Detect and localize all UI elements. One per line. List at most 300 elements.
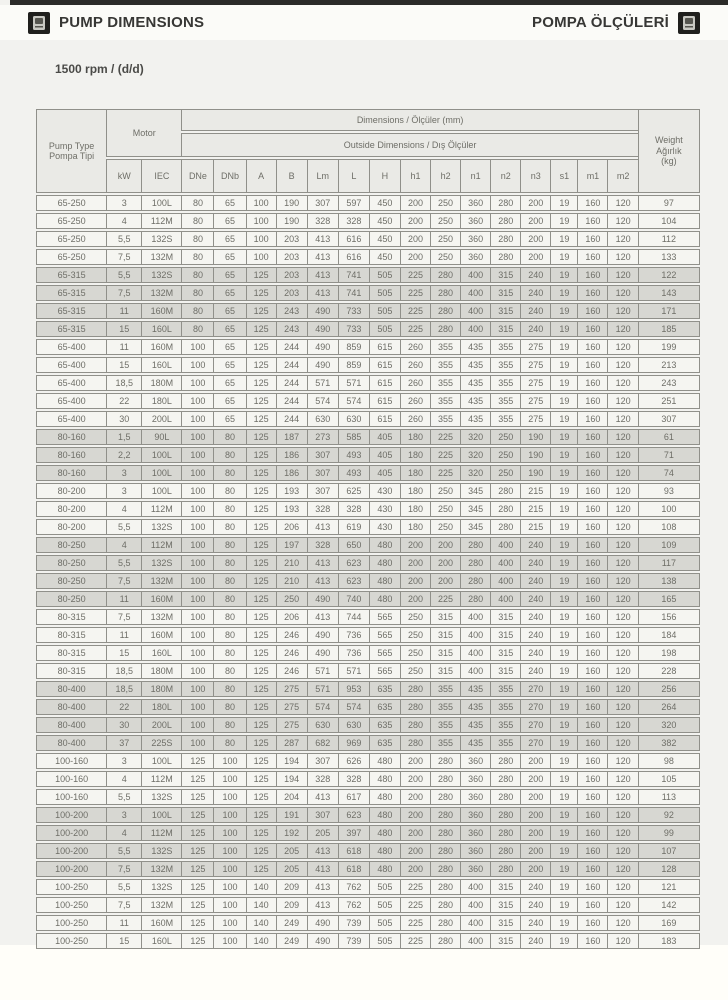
- pump-type-cell: 65-400: [36, 375, 106, 391]
- value-cell: 132S: [141, 231, 181, 247]
- value-cell: 132S: [141, 555, 181, 571]
- value-cell: 616: [338, 249, 369, 265]
- value-cell: 505: [369, 267, 400, 283]
- value-cell: 193: [276, 501, 307, 517]
- value-cell: 400: [460, 267, 490, 283]
- value-cell: 93: [638, 483, 700, 499]
- value-cell: 505: [369, 915, 400, 931]
- value-cell: 200: [520, 249, 550, 265]
- value-cell: 19: [550, 357, 577, 373]
- value-cell: 100: [213, 771, 245, 787]
- col-header-a: A: [246, 159, 276, 193]
- value-cell: 80: [213, 699, 245, 715]
- table-row: [36, 357, 700, 373]
- value-cell: 19: [550, 537, 577, 553]
- value-cell: 125: [246, 591, 276, 607]
- value-cell: 65: [213, 249, 245, 265]
- value-cell: 505: [369, 897, 400, 913]
- value-cell: 315: [490, 267, 520, 283]
- value-cell: 240: [520, 267, 550, 283]
- value-cell: 480: [369, 807, 400, 823]
- col-header-motor: Motor: [106, 109, 181, 157]
- value-cell: 80: [181, 231, 213, 247]
- value-cell: 225: [430, 429, 460, 445]
- value-cell: 19: [550, 879, 577, 895]
- value-cell: 315: [490, 303, 520, 319]
- value-cell: 140: [246, 879, 276, 895]
- value-cell: 7,5: [106, 249, 141, 265]
- value-cell: 125: [246, 537, 276, 553]
- value-cell: 280: [490, 501, 520, 517]
- value-cell: 160: [577, 465, 607, 481]
- value-cell: 125: [246, 429, 276, 445]
- table-row: [36, 609, 700, 625]
- value-cell: 125: [246, 771, 276, 787]
- value-cell: 125: [246, 681, 276, 697]
- value-cell: 22: [106, 699, 141, 715]
- value-cell: 315: [490, 933, 520, 949]
- col-header-kw: kW: [106, 159, 141, 193]
- value-cell: 120: [607, 681, 637, 697]
- value-cell: 280: [430, 789, 460, 805]
- value-cell: 65: [213, 357, 245, 373]
- value-cell: 160M: [141, 303, 181, 319]
- value-cell: 571: [307, 681, 338, 697]
- value-cell: 19: [550, 771, 577, 787]
- value-cell: 315: [490, 285, 520, 301]
- col-header-dnb: DNb: [213, 159, 245, 193]
- value-cell: 287: [276, 735, 307, 751]
- value-cell: 80: [181, 195, 213, 211]
- value-cell: 100: [181, 501, 213, 517]
- value-cell: 120: [607, 249, 637, 265]
- value-cell: 125: [246, 573, 276, 589]
- value-cell: 435: [460, 717, 490, 733]
- value-cell: 355: [490, 411, 520, 427]
- table-row: [36, 195, 700, 211]
- value-cell: 112M: [141, 771, 181, 787]
- value-cell: 280: [460, 573, 490, 589]
- value-cell: 280: [490, 807, 520, 823]
- value-cell: 360: [460, 789, 490, 805]
- pump-type-cell: 65-400: [36, 357, 106, 373]
- value-cell: 100: [213, 915, 245, 931]
- value-cell: 120: [607, 537, 637, 553]
- col-header-b: B: [276, 159, 307, 193]
- value-cell: 99: [638, 825, 700, 841]
- value-cell: 4: [106, 537, 141, 553]
- value-cell: 200: [400, 231, 430, 247]
- value-cell: 80: [213, 447, 245, 463]
- value-cell: 250: [400, 663, 430, 679]
- value-cell: 203: [276, 285, 307, 301]
- value-cell: 19: [550, 591, 577, 607]
- value-cell: 100: [181, 627, 213, 643]
- value-cell: 100L: [141, 807, 181, 823]
- value-cell: 280: [430, 861, 460, 877]
- value-cell: 280: [460, 537, 490, 553]
- pump-type-cell: 80-315: [36, 663, 106, 679]
- value-cell: 11: [106, 627, 141, 643]
- value-cell: 180L: [141, 699, 181, 715]
- table-row: [36, 753, 700, 769]
- value-cell: 160: [577, 357, 607, 373]
- value-cell: 307: [638, 411, 700, 427]
- table-row: [36, 591, 700, 607]
- value-cell: 100: [181, 339, 213, 355]
- value-cell: 205: [307, 825, 338, 841]
- value-cell: 19: [550, 915, 577, 931]
- pump-type-cell: 100-200: [36, 807, 106, 823]
- value-cell: 859: [338, 357, 369, 373]
- value-cell: 413: [307, 843, 338, 859]
- value-cell: 210: [276, 573, 307, 589]
- value-cell: 100: [246, 231, 276, 247]
- value-cell: 307: [307, 807, 338, 823]
- pump-type-cell: 100-160: [36, 771, 106, 787]
- table-row: [36, 771, 700, 787]
- value-cell: 125: [246, 303, 276, 319]
- value-cell: 125: [246, 411, 276, 427]
- value-cell: 19: [550, 249, 577, 265]
- value-cell: 345: [460, 501, 490, 517]
- pump-type-cell: 100-200: [36, 861, 106, 877]
- pump-type-cell: 80-160: [36, 429, 106, 445]
- value-cell: 65: [213, 411, 245, 427]
- value-cell: 120: [607, 861, 637, 877]
- value-cell: 400: [460, 321, 490, 337]
- value-cell: 125: [246, 753, 276, 769]
- value-cell: 493: [338, 447, 369, 463]
- value-cell: 413: [307, 231, 338, 247]
- value-cell: 120: [607, 411, 637, 427]
- value-cell: 125: [246, 321, 276, 337]
- value-cell: 125: [246, 843, 276, 859]
- value-cell: 125: [246, 609, 276, 625]
- value-cell: 200: [400, 195, 430, 211]
- value-cell: 240: [520, 609, 550, 625]
- value-cell: 225: [400, 933, 430, 949]
- value-cell: 744: [338, 609, 369, 625]
- value-cell: 280: [490, 825, 520, 841]
- pump-type-cell: 80-315: [36, 609, 106, 625]
- value-cell: 19: [550, 627, 577, 643]
- value-cell: 65: [213, 303, 245, 319]
- value-cell: 623: [338, 573, 369, 589]
- value-cell: 19: [550, 411, 577, 427]
- value-cell: 160M: [141, 591, 181, 607]
- value-cell: 250: [490, 465, 520, 481]
- value-cell: 200: [400, 249, 430, 265]
- value-cell: 280: [460, 555, 490, 571]
- col-header-s1: s1: [550, 159, 577, 193]
- value-cell: 65: [213, 267, 245, 283]
- table-body: [36, 195, 700, 949]
- pump-type-cell: 100-250: [36, 933, 106, 949]
- value-cell: 156: [638, 609, 700, 625]
- value-cell: 490: [307, 591, 338, 607]
- pump-type-cell: 80-400: [36, 735, 106, 751]
- value-cell: 120: [607, 879, 637, 895]
- value-cell: 19: [550, 447, 577, 463]
- value-cell: 244: [276, 339, 307, 355]
- value-cell: 200: [520, 195, 550, 211]
- value-cell: 490: [307, 339, 338, 355]
- value-cell: 100: [246, 213, 276, 229]
- value-cell: 125: [246, 465, 276, 481]
- value-cell: 160: [577, 573, 607, 589]
- value-cell: 125: [246, 861, 276, 877]
- value-cell: 120: [607, 231, 637, 247]
- value-cell: 400: [490, 591, 520, 607]
- value-cell: 80: [213, 519, 245, 535]
- table-row: [36, 321, 700, 337]
- value-cell: 250: [430, 501, 460, 517]
- value-cell: 132M: [141, 249, 181, 265]
- value-cell: 100: [181, 717, 213, 733]
- value-cell: 480: [369, 537, 400, 553]
- value-cell: 505: [369, 879, 400, 895]
- col-header-dne: DNe: [181, 159, 213, 193]
- value-cell: 160: [577, 501, 607, 517]
- value-cell: 355: [430, 393, 460, 409]
- value-cell: 225: [400, 915, 430, 931]
- value-cell: 132S: [141, 843, 181, 859]
- value-cell: 120: [607, 519, 637, 535]
- value-cell: 260: [400, 411, 430, 427]
- value-cell: 108: [638, 519, 700, 535]
- value-cell: 92: [638, 807, 700, 823]
- value-cell: 120: [607, 285, 637, 301]
- value-cell: 328: [307, 537, 338, 553]
- value-cell: 160M: [141, 339, 181, 355]
- value-cell: 969: [338, 735, 369, 751]
- value-cell: 160: [577, 915, 607, 931]
- value-cell: 250: [430, 249, 460, 265]
- value-cell: 213: [638, 357, 700, 373]
- value-cell: 435: [460, 375, 490, 391]
- value-cell: 132S: [141, 519, 181, 535]
- value-cell: 19: [550, 681, 577, 697]
- value-cell: 200: [400, 555, 430, 571]
- value-cell: 736: [338, 645, 369, 661]
- pump-type-cell: 100-200: [36, 843, 106, 859]
- value-cell: 19: [550, 645, 577, 661]
- value-cell: 19: [550, 699, 577, 715]
- value-cell: 190: [520, 447, 550, 463]
- table-row: [36, 429, 700, 445]
- value-cell: 132M: [141, 861, 181, 877]
- value-cell: 3: [106, 753, 141, 769]
- value-cell: 125: [246, 627, 276, 643]
- value-cell: 413: [307, 249, 338, 265]
- value-cell: 243: [276, 321, 307, 337]
- table-row: [36, 375, 700, 391]
- value-cell: 435: [460, 411, 490, 427]
- value-cell: 120: [607, 627, 637, 643]
- value-cell: 80: [181, 303, 213, 319]
- value-cell: 120: [607, 447, 637, 463]
- value-cell: 190: [276, 195, 307, 211]
- value-cell: 183: [638, 933, 700, 949]
- value-cell: 210: [276, 555, 307, 571]
- value-cell: 19: [550, 393, 577, 409]
- value-cell: 120: [607, 663, 637, 679]
- value-cell: 200: [520, 753, 550, 769]
- value-cell: 11: [106, 915, 141, 931]
- value-cell: 225: [430, 447, 460, 463]
- value-cell: 125: [246, 375, 276, 391]
- value-cell: 160: [577, 429, 607, 445]
- pump-type-cell: 100-250: [36, 879, 106, 895]
- value-cell: 355: [490, 357, 520, 373]
- value-cell: 100: [181, 519, 213, 535]
- value-cell: 125: [246, 285, 276, 301]
- value-cell: 315: [490, 879, 520, 895]
- value-cell: 80: [213, 483, 245, 499]
- value-cell: 100L: [141, 195, 181, 211]
- value-cell: 100: [246, 249, 276, 265]
- value-cell: 382: [638, 735, 700, 751]
- value-cell: 142: [638, 897, 700, 913]
- table-row: [36, 411, 700, 427]
- value-cell: 100: [213, 897, 245, 913]
- value-cell: 307: [307, 483, 338, 499]
- value-cell: 160: [577, 807, 607, 823]
- value-cell: 280: [430, 825, 460, 841]
- value-cell: 19: [550, 663, 577, 679]
- value-cell: 120: [607, 843, 637, 859]
- value-cell: 280: [400, 717, 430, 733]
- value-cell: 19: [550, 861, 577, 877]
- value-cell: 160: [577, 483, 607, 499]
- value-cell: 250: [430, 195, 460, 211]
- value-cell: 65: [213, 321, 245, 337]
- page-title-tr: POMPA ÖLÇÜLERİ: [532, 14, 669, 31]
- value-cell: 125: [181, 933, 213, 949]
- value-cell: 100: [181, 663, 213, 679]
- value-cell: 100: [181, 555, 213, 571]
- value-cell: 615: [369, 411, 400, 427]
- value-cell: 11: [106, 303, 141, 319]
- value-cell: 280: [490, 249, 520, 265]
- value-cell: 355: [430, 681, 460, 697]
- value-cell: 741: [338, 285, 369, 301]
- value-cell: 280: [430, 753, 460, 769]
- value-cell: 140: [246, 933, 276, 949]
- value-cell: 355: [430, 699, 460, 715]
- value-cell: 19: [550, 807, 577, 823]
- value-cell: 246: [276, 645, 307, 661]
- pump-type-cell: 80-250: [36, 591, 106, 607]
- value-cell: 190: [276, 213, 307, 229]
- pump-type-cell: 65-250: [36, 213, 106, 229]
- value-cell: 140: [246, 915, 276, 931]
- value-cell: 100: [181, 699, 213, 715]
- value-cell: 11: [106, 339, 141, 355]
- value-cell: 200: [400, 213, 430, 229]
- value-cell: 194: [276, 753, 307, 769]
- value-cell: 143: [638, 285, 700, 301]
- value-cell: 405: [369, 429, 400, 445]
- col-header-h1: h1: [400, 159, 430, 193]
- value-cell: 120: [607, 789, 637, 805]
- value-cell: 5,5: [106, 879, 141, 895]
- value-cell: 616: [338, 231, 369, 247]
- value-cell: 450: [369, 249, 400, 265]
- value-cell: 120: [607, 591, 637, 607]
- value-cell: 400: [460, 663, 490, 679]
- value-cell: 490: [307, 321, 338, 337]
- table-row: [36, 807, 700, 823]
- col-header-pump-type: Pump Type Pompa Tipi: [36, 109, 106, 193]
- value-cell: 160: [577, 393, 607, 409]
- value-cell: 215: [520, 519, 550, 535]
- value-cell: 160: [577, 861, 607, 877]
- value-cell: 250: [400, 627, 430, 643]
- value-cell: 405: [369, 447, 400, 463]
- value-cell: 160: [577, 933, 607, 949]
- value-cell: 100: [181, 591, 213, 607]
- value-cell: 565: [369, 663, 400, 679]
- value-cell: 80: [213, 591, 245, 607]
- value-cell: 490: [307, 645, 338, 661]
- value-cell: 360: [460, 861, 490, 877]
- value-cell: 280: [430, 771, 460, 787]
- value-cell: 160: [577, 249, 607, 265]
- value-cell: 360: [460, 771, 490, 787]
- value-cell: 413: [307, 555, 338, 571]
- value-cell: 275: [276, 699, 307, 715]
- value-cell: 615: [369, 339, 400, 355]
- value-cell: 360: [460, 753, 490, 769]
- value-cell: 180: [400, 465, 430, 481]
- value-cell: 19: [550, 303, 577, 319]
- value-cell: 240: [520, 663, 550, 679]
- value-cell: 280: [430, 285, 460, 301]
- pump-type-cell: 65-400: [36, 339, 106, 355]
- value-cell: 200L: [141, 411, 181, 427]
- value-cell: 400: [460, 915, 490, 931]
- value-cell: 273: [307, 429, 338, 445]
- value-cell: 125: [246, 789, 276, 805]
- value-cell: 191: [276, 807, 307, 823]
- value-cell: 125: [181, 789, 213, 805]
- value-cell: 100: [181, 483, 213, 499]
- value-cell: 280: [400, 735, 430, 751]
- value-cell: 138: [638, 573, 700, 589]
- col-header-iec: IEC: [141, 159, 181, 193]
- value-cell: 30: [106, 717, 141, 733]
- table-row: [36, 735, 700, 751]
- value-cell: 120: [607, 807, 637, 823]
- value-cell: 617: [338, 789, 369, 805]
- value-cell: 200: [520, 843, 550, 859]
- table-row: [36, 519, 700, 535]
- value-cell: 400: [490, 555, 520, 571]
- value-cell: 400: [460, 285, 490, 301]
- value-cell: 65: [213, 195, 245, 211]
- value-cell: 160: [577, 519, 607, 535]
- value-cell: 160: [577, 411, 607, 427]
- value-cell: 200: [520, 789, 550, 805]
- value-cell: 19: [550, 789, 577, 805]
- value-cell: 206: [276, 519, 307, 535]
- pump-type-cell: 65-250: [36, 195, 106, 211]
- value-cell: 100: [181, 735, 213, 751]
- value-cell: 19: [550, 195, 577, 211]
- value-cell: 585: [338, 429, 369, 445]
